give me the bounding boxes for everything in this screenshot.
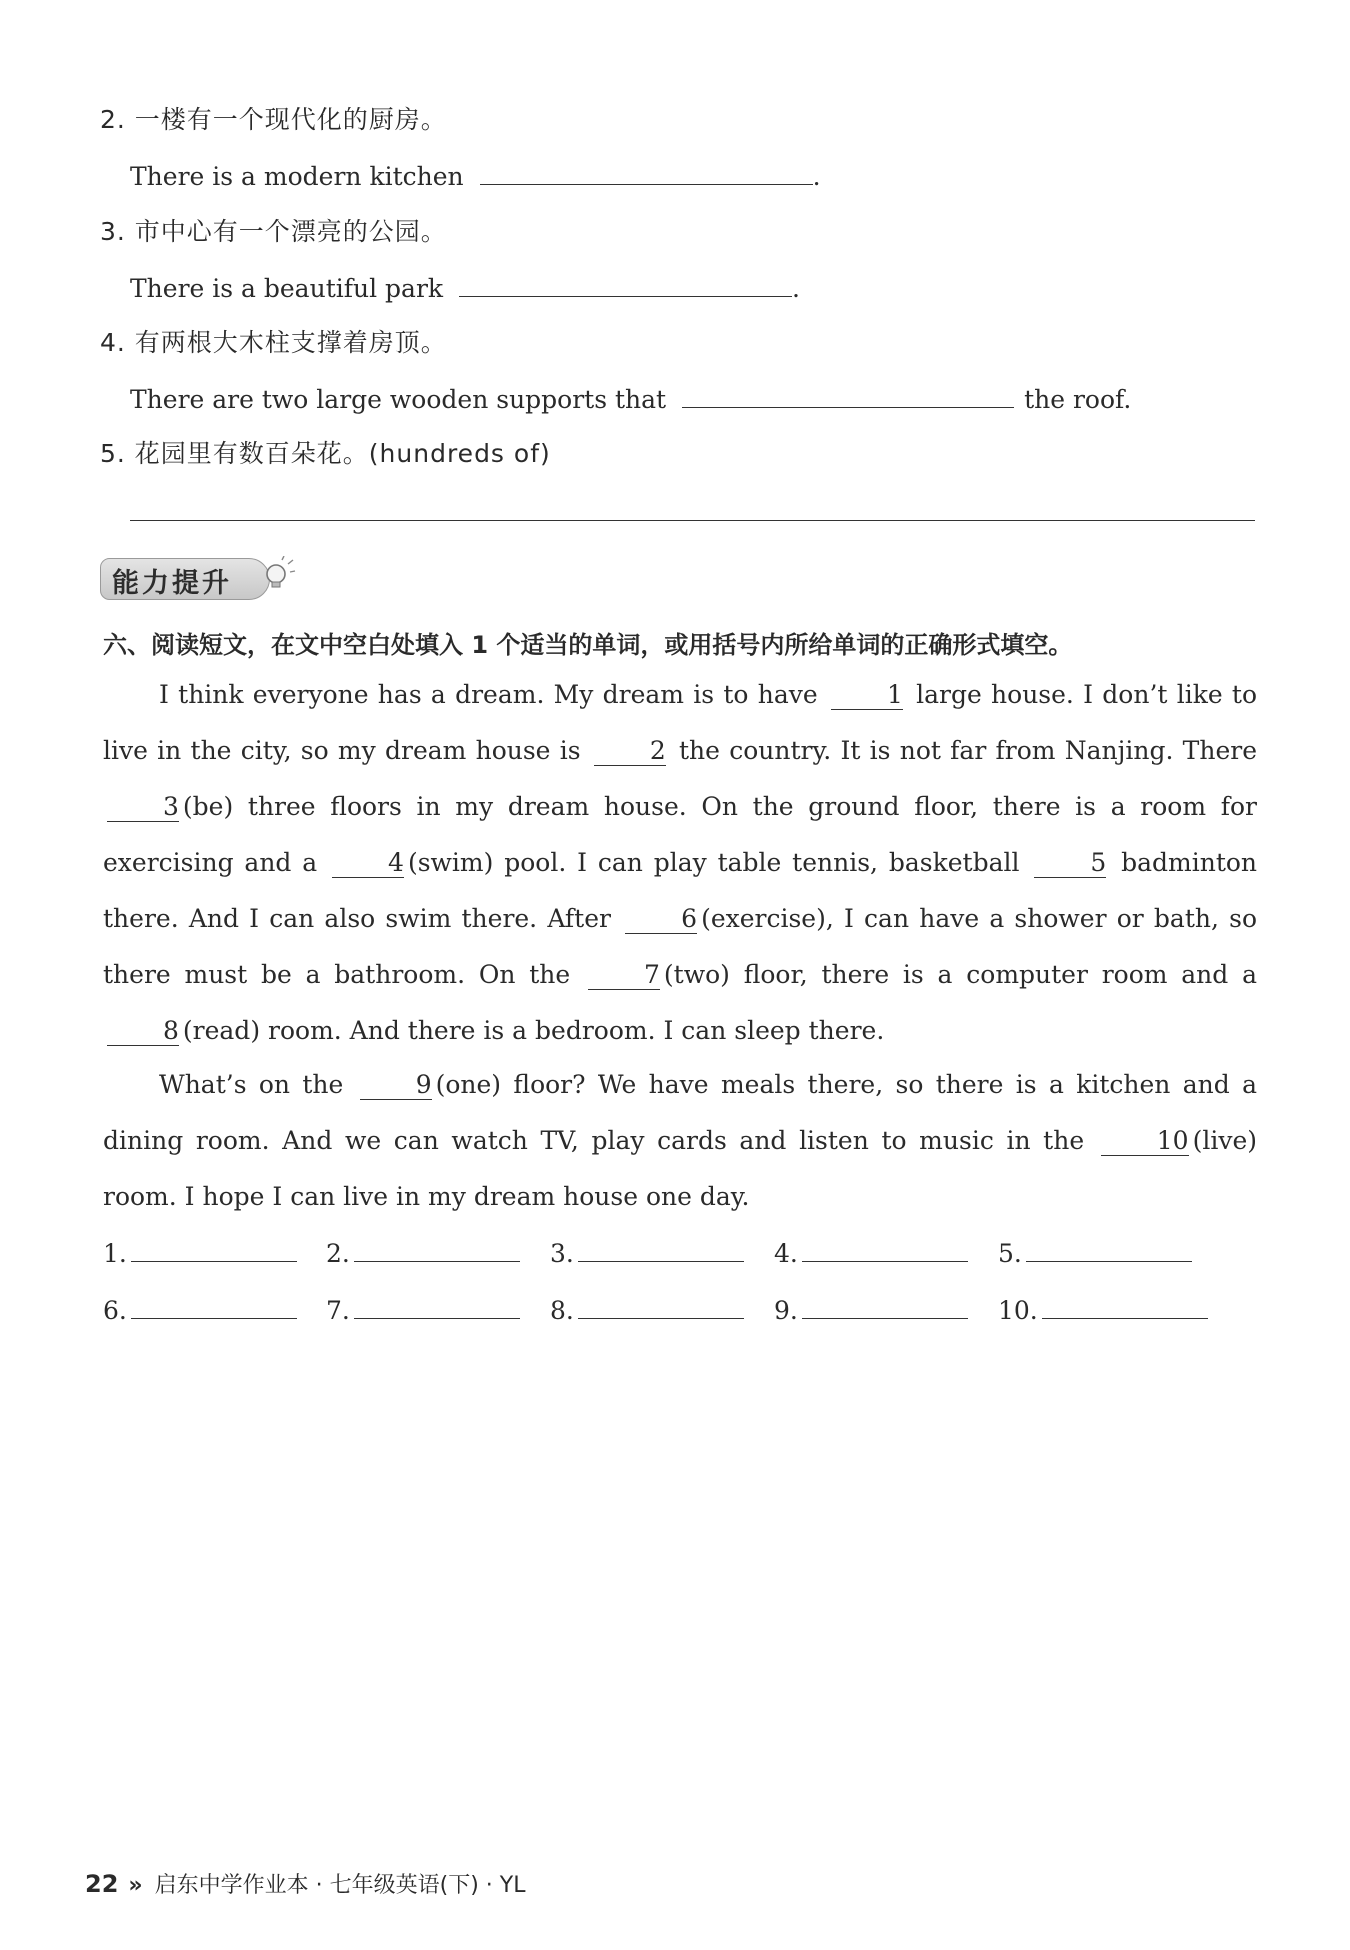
answer-blank[interactable] bbox=[802, 1235, 968, 1262]
item-4-chinese: 4. 有两根大木柱支撑着房顶。 bbox=[100, 328, 447, 357]
passage-text: (be) three floors in my dream house. On the ground floor, there is a room for exercising and a bbox=[103, 792, 1257, 877]
passage-text: (live) room. I hope I can live in my dream house one day. bbox=[103, 1126, 1257, 1211]
answer-blank[interactable] bbox=[131, 1235, 297, 1262]
item-3-answer-blank[interactable] bbox=[459, 270, 792, 297]
answer-blank[interactable] bbox=[802, 1292, 968, 1319]
blank-3[interactable]: 3 bbox=[107, 793, 179, 822]
item-2-end: . bbox=[812, 162, 821, 191]
answer-label: 3. bbox=[550, 1239, 574, 1268]
answer-label: 7. bbox=[326, 1296, 350, 1325]
answer-2[interactable] bbox=[326, 1235, 520, 1271]
item-3-chinese: 3. 市中心有一个漂亮的公园。 bbox=[100, 217, 447, 246]
lightbulb-icon bbox=[260, 556, 296, 596]
answer-label: 1. bbox=[103, 1239, 127, 1268]
answer-label: 10. bbox=[998, 1296, 1038, 1325]
item-3-end: . bbox=[792, 274, 800, 303]
blank-7[interactable]: 7 bbox=[588, 961, 660, 990]
answer-1[interactable] bbox=[103, 1235, 297, 1271]
answer-5[interactable] bbox=[998, 1235, 1192, 1271]
passage-text: What’s on the bbox=[159, 1070, 344, 1099]
answer-6[interactable] bbox=[103, 1292, 297, 1328]
answer-blank[interactable] bbox=[354, 1292, 520, 1319]
answer-blank[interactable] bbox=[354, 1235, 520, 1262]
answer-blank[interactable] bbox=[1042, 1292, 1208, 1319]
item-2-english bbox=[130, 158, 821, 194]
passage-text: the country. It is not far from Nanjing. There bbox=[679, 736, 1258, 765]
answer-blank[interactable] bbox=[1026, 1235, 1192, 1262]
answer-10[interactable] bbox=[998, 1292, 1208, 1328]
answer-label: 9. bbox=[774, 1296, 798, 1325]
answer-label: 2. bbox=[326, 1239, 350, 1268]
item-4-prompt: There are two large wooden supports that bbox=[130, 385, 667, 414]
answer-label: 4. bbox=[774, 1239, 798, 1268]
answer-label: 6. bbox=[103, 1296, 127, 1325]
passage-text: (swim) pool. I can play table tennis, basketball bbox=[407, 848, 1020, 877]
section-badge bbox=[100, 552, 295, 602]
answer-label: 8. bbox=[550, 1296, 574, 1325]
passage-text: I think everyone has a dream. My dream is to have bbox=[159, 680, 818, 709]
passage-text: (exercise), I can have a shower or bath, so there must be a bathroom. On the bbox=[103, 904, 1257, 989]
item-4-end: the roof. bbox=[1024, 385, 1132, 414]
blank-10[interactable]: 10 bbox=[1101, 1127, 1189, 1156]
passage-text: (two) floor, there is a computer room and a bbox=[663, 960, 1257, 989]
answer-4[interactable] bbox=[774, 1235, 968, 1271]
passage-paragraph-2 bbox=[103, 1057, 1257, 1225]
blank-9[interactable]: 9 bbox=[360, 1071, 432, 1100]
section-6-heading: 六、阅读短文，在文中空白处填入 1 个适当的单词，或用括号内所给单词的正确形式填空。 bbox=[103, 631, 1073, 659]
passage-text: large house. I don’t like to live in the city, so my dream house is bbox=[103, 680, 1258, 765]
passage-text: (read) room. And there is a bedroom. I can sleep there. bbox=[182, 1016, 885, 1045]
item-5-chinese: 5. 花园里有数百朵花。(hundreds of) bbox=[100, 439, 551, 468]
item-5-answer-line[interactable] bbox=[130, 520, 1255, 521]
answer-3[interactable] bbox=[550, 1235, 744, 1271]
answer-blank[interactable] bbox=[131, 1292, 297, 1319]
blank-8[interactable]: 8 bbox=[107, 1017, 179, 1046]
blank-6[interactable]: 6 bbox=[625, 905, 697, 934]
passage-text: (one) floor? We have meals there, so there is a kitchen and a dining room. And we can watch TV, play cards and listen to music in the bbox=[103, 1070, 1258, 1155]
answer-blank[interactable] bbox=[578, 1292, 744, 1319]
answer-blank[interactable] bbox=[578, 1235, 744, 1262]
item-4-english bbox=[130, 381, 1131, 417]
blank-5[interactable]: 5 bbox=[1034, 849, 1106, 878]
page-footer bbox=[85, 1868, 525, 1899]
item-2-prompt: There is a modern kitchen bbox=[130, 162, 464, 191]
blank-2[interactable]: 2 bbox=[594, 737, 666, 766]
item-4-answer-blank[interactable] bbox=[682, 381, 1014, 408]
section-badge-label: 能力提升 bbox=[112, 568, 232, 599]
book-title: 启东中学作业本 · 七年级英语(下) · YL bbox=[154, 1873, 526, 1898]
item-3-prompt: There is a beautiful park bbox=[130, 274, 444, 303]
item-3-english bbox=[130, 270, 800, 306]
answer-9[interactable] bbox=[774, 1292, 968, 1328]
passage-text: badminton there. And I can also swim there. After bbox=[103, 848, 1258, 933]
answer-8[interactable] bbox=[550, 1292, 744, 1328]
blank-4[interactable]: 4 bbox=[332, 849, 404, 878]
answer-7[interactable] bbox=[326, 1292, 520, 1328]
blank-1[interactable]: 1 bbox=[831, 681, 903, 710]
item-2-answer-blank[interactable] bbox=[480, 158, 813, 185]
passage-paragraph-1 bbox=[103, 667, 1257, 1059]
item-2-chinese: 2. 一楼有一个现代化的厨房。 bbox=[100, 105, 447, 134]
answer-label: 5. bbox=[998, 1239, 1022, 1268]
page-number: 22 bbox=[85, 1870, 119, 1898]
chevron-right-icon: » bbox=[128, 1873, 143, 1898]
